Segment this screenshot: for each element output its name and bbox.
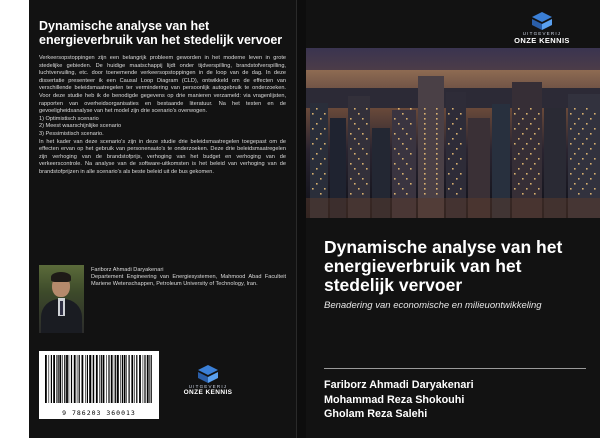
publisher-small-label: UITGEVERIJ (522, 31, 562, 36)
author-photo (39, 265, 84, 333)
back-cover-title: Dynamische analyse van het energieverbruik van het stedelijk vervoer (39, 19, 283, 47)
author-name: Mohammad Reza Shokouhi (324, 393, 465, 406)
barcode-bars (43, 355, 155, 407)
author-list (324, 378, 592, 422)
publisher-small-label: UITGEVERIJ (188, 384, 228, 389)
author-bio: Fariborz Ahmadi Daryakenari Departement Engineering van Energiesystemen, Mahmood Abad Faculteit Mariene Wetenschappen, Petroleum University of Technology, Iran. (91, 267, 286, 288)
publisher-logo-front (506, 11, 578, 45)
publisher-logo-back (178, 364, 238, 396)
back-cover-blurb: Verkeersopstoppingen zijn een belangrijk probleem geworden in het moderne leven in grote stedelijke gebieden. De huidige maatschappij lijdt onder tijdverspilling, brandstofverspilling, luchtvervuiling, etc. door toenemende verkeersopstoppingen in de loop van de dag. In deze dissertatie presenteer ik een Causal Loop Diagram (CLD), ontwikkeld om de effecten van verschillende beleidsmaatregelen ter vermindering van persoonlijk autogebruik te onderzoeken. Voor deze studie heb ik de benodigde gegevens op drie manieren verzameld: via vragenlijsten, rapporten van overheidsorganisaties en bestaande literatuur. Na het testen en de gevoeligheidsanalyse van het model zijn drie scenario's overwogen. 1) Optimistisch scenario 2) Meest waarschijnlijke scenario 3) Pessimistisch scenario. In het kader van deze scenario's zijn in deze studie drie beleidsmaatregelen toegepast om de effecten ervan op het gebruik van personenauto's te onderzoeken. Deze drie beleidsmaatregelen zijn verhoging van de brandstofprijs, verhoging van het budget en verhoging van de verkeerscontrole. Na analyse van de software-uitkomsten is het beleid van verhoging van de brandstofprijzen in alle scenario's als beste beleid uit de bus gekomen. (39, 55, 286, 175)
author-name: Gholam Reza Salehi (324, 408, 428, 420)
barcode-number: 9 786203 360013 (62, 409, 136, 417)
publisher-name: ONZE KENNIS (514, 36, 570, 45)
author-name: Fariborz Ahmadi Daryakenari (324, 379, 474, 391)
barcode (39, 351, 159, 419)
front-cover (306, 0, 600, 438)
publisher-mark-icon (197, 364, 219, 384)
cover-city-photo (306, 48, 600, 218)
publisher-mark-icon (531, 11, 553, 31)
front-cover-title: Dynamische analyse van het energieverbruik van het stedelijk vervoer (324, 237, 563, 295)
front-cover-subtitle: Benadering van economische en milieuontwikkeling (324, 300, 542, 311)
divider (324, 368, 586, 369)
publisher-name: ONZE KENNIS (183, 389, 233, 396)
author-section (39, 265, 286, 340)
